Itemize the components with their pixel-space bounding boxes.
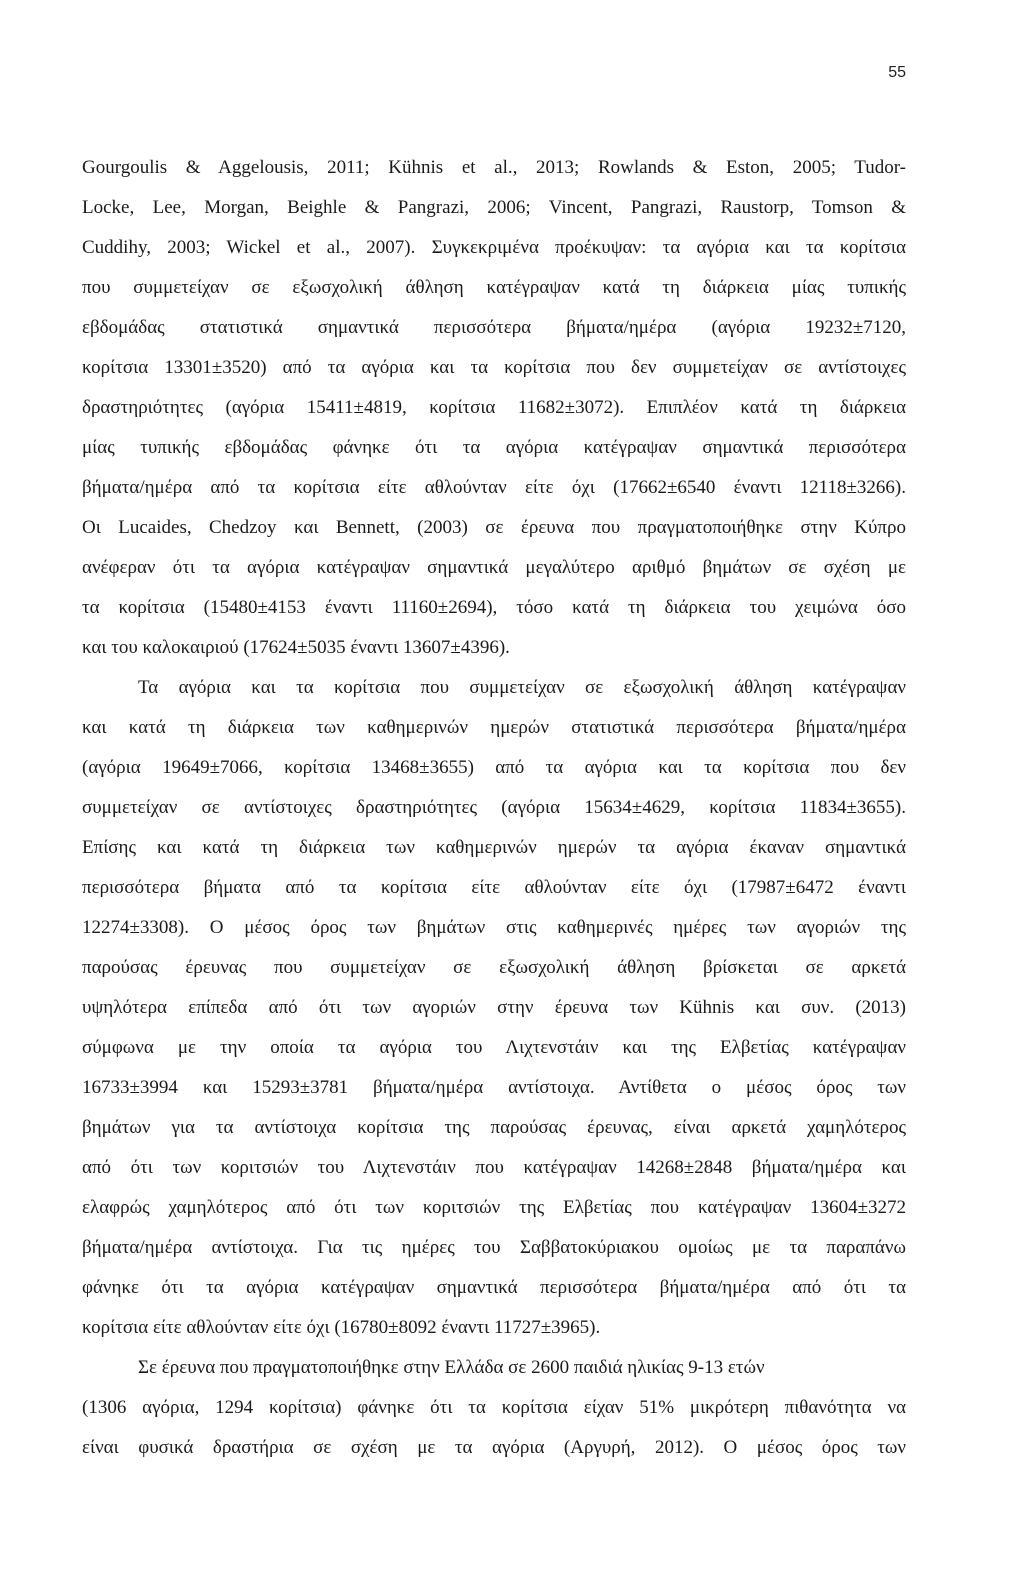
text-line: δραστηριότητες (αγόρια 15411±4819, κορίτσια 11682±3072). Επιπλέον κατά τη διάρκεια [82, 397, 906, 418]
text-line: Τα αγόρια και τα κορίτσια που συμμετείχαν σε εξωσχολική άθληση κατέγραψαν [138, 677, 906, 698]
text-line: βημάτων για τα αντίστοιχα κορίτσια της παρούσας έρευνας, είναι αρκετά χαμηλότερος [82, 1117, 906, 1138]
text-line: είναι φυσικά δραστήρια σε σχέση με τα αγόρια (Αργυρή, 2012). Ο μέσος όρος των [82, 1437, 906, 1458]
text-line: τα κορίτσια (15480±4153 έναντι 11160±2694), τόσο κατά τη διάρκεια του χειμώνα όσο [82, 597, 906, 618]
text-line: παρούσας έρευνας που συμμετείχαν σε εξωσχολική άθληση βρίσκεται σε αρκετά [82, 957, 906, 978]
text-line: που συμμετείχαν σε εξωσχολική άθληση κατέγραψαν κατά τη διάρκεια μίας τυπικής [82, 277, 906, 298]
text-line: Οι Lucaides, Chedzoy και Bennett, (2003) σε έρευνα που πραγματοποιήθηκε στην Κύπρο [82, 517, 906, 538]
text-line: κορίτσια 13301±3520) από τα αγόρια και τα κορίτσια που δεν συμμετείχαν σε αντίστοιχες [82, 357, 906, 378]
text-line: Gourgoulis & Aggelousis, 2011; Kühnis et al., 2013; Rowlands & Eston, 2005; Tudor- [82, 157, 906, 178]
text-line: ανέφεραν ότι τα αγόρια κατέγραψαν σημαντικά μεγαλύτερο αριθμό βημάτων σε σχέση με [82, 557, 906, 578]
text-line: Επίσης και κατά τη διάρκεια των καθημερινών ημερών τα αγόρια έκαναν σημαντικά [82, 837, 906, 858]
text-line: βήματα/ημέρα αντίστοιχα. Για τις ημέρες του Σαββατοκύριακου ομοίως με τα παραπάνω [82, 1237, 906, 1258]
text-line: ελαφρώς χαμηλότερος από ότι των κοριτσιών της Ελβετίας που κατέγραψαν 13604±3272 [82, 1197, 906, 1218]
text-line: και του καλοκαιριού (17624±5035 έναντι 13607±4396). [82, 637, 510, 658]
text-line: εβδομάδας στατιστικά σημαντικά περισσότερα βήματα/ημέρα (αγόρια 19232±7120, [82, 317, 906, 338]
text-line: 12274±3308). Ο μέσος όρος των βημάτων στις καθημερινές ημέρες των αγοριών της [82, 917, 906, 938]
text-line: 16733±3994 και 15293±3781 βήματα/ημέρα αντίστοιχα. Αντίθετα ο μέσος όρος των [82, 1077, 906, 1098]
text-line: (αγόρια 19649±7066, κορίτσια 13468±3655) από τα αγόρια και τα κορίτσια που δεν [82, 757, 906, 778]
text-line: μίας τυπικής εβδομάδας φάνηκε ότι τα αγόρια κατέγραψαν σημαντικά περισσότερα [82, 437, 906, 458]
text-line: Σε έρευνα που πραγματοποιήθηκε στην Ελλάδα σε 2600 παιδιά ηλικίας 9-13 ετών [138, 1357, 765, 1378]
text-line: φάνηκε ότι τα αγόρια κατέγραψαν σημαντικά περισσότερα βήματα/ημέρα από ότι τα [82, 1277, 906, 1298]
text-line: κορίτσια είτε αθλούνταν είτε όχι (16780±8092 έναντι 11727±3965). [82, 1317, 601, 1338]
body-text [82, 148, 906, 1468]
text-line: Locke, Lee, Morgan, Beighle & Pangrazi, 2006; Vincent, Pangrazi, Raustorp, Tomson & [82, 197, 906, 218]
text-line: (1306 αγόρια, 1294 κορίτσια) φάνηκε ότι τα κορίτσια είχαν 51% μικρότερη πιθανότητα να [82, 1397, 906, 1418]
text-line: συμμετείχαν σε αντίστοιχες δραστηριότητες (αγόρια 15634±4629, κορίτσια 11834±3655). [82, 797, 906, 818]
page-number: 55 [888, 64, 906, 81]
text-line: βήματα/ημέρα από τα κορίτσια είτε αθλούνταν είτε όχι (17662±6540 έναντι 12118±3266). [82, 477, 906, 498]
text-line: σύμφωνα με την οποία τα αγόρια του Λιχτενστάιν και της Ελβετίας κατέγραψαν [82, 1037, 906, 1058]
text-line: υψηλότερα επίπεδα από ότι των αγοριών στην έρευνα των Kühnis και συν. (2013) [82, 997, 906, 1018]
text-line: περισσότερα βήματα από τα κορίτσια είτε αθλούνταν είτε όχι (17987±6472 έναντι [82, 877, 906, 898]
text-line: και κατά τη διάρκεια των καθημερινών ημερών στατιστικά περισσότερα βήματα/ημέρα [82, 717, 906, 738]
text-line: από ότι των κοριτσιών του Λιχτενστάιν που κατέγραψαν 14268±2848 βήματα/ημέρα και [82, 1157, 906, 1178]
text-line: Cuddihy, 2003; Wickel et al., 2007). Συγκεκριμένα προέκυψαν: τα αγόρια και τα κορίτσια [82, 237, 906, 258]
